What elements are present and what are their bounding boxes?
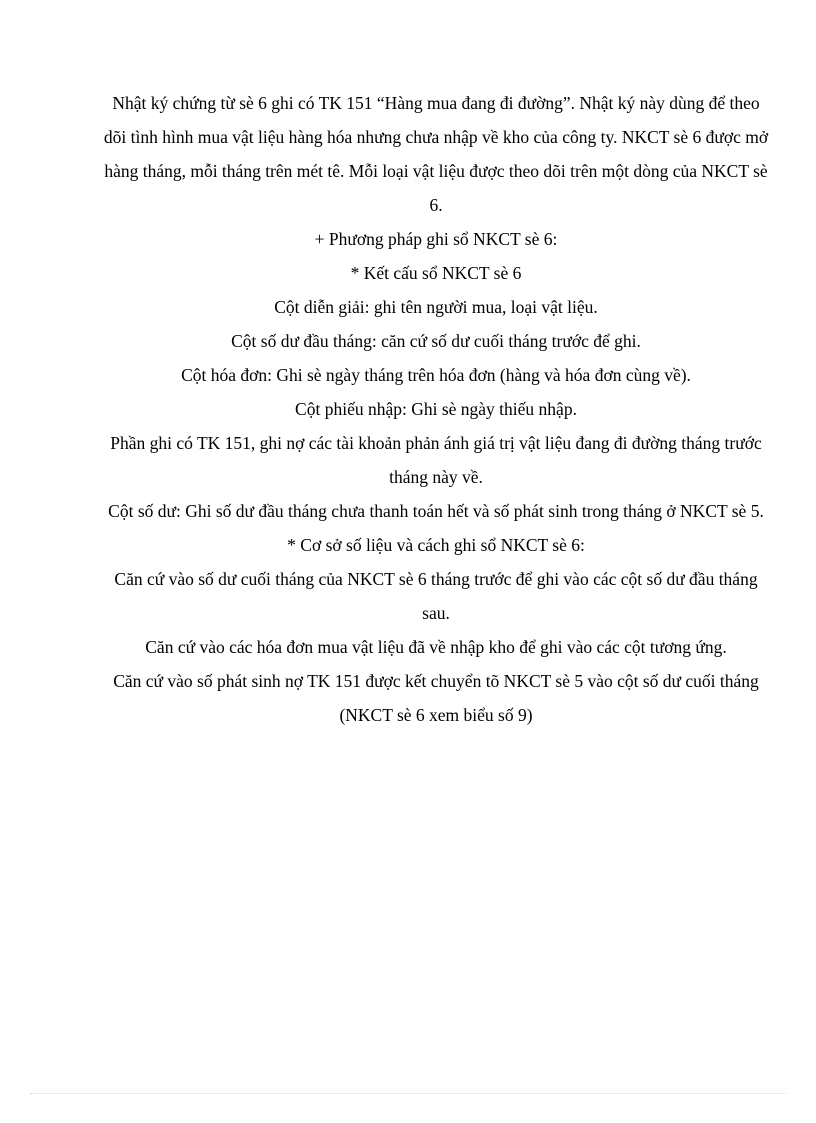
basis-heading: * Cơ sở số liệu và cách ghi sổ NKCT sè 6:	[287, 535, 585, 555]
balance-column-text: Cột số dư: Ghi số dư đầu tháng chưa thanh toán hết và số phát sinh trong tháng ở NKCT sè 5.	[108, 501, 764, 521]
structure-heading: * Kết cấu sổ NKCT sè 6	[350, 263, 522, 283]
invoice-column-text: Cột hóa đơn: Ghi sè ngày tháng trên hóa đơn (hàng và hóa đơn cùng về).	[181, 365, 691, 385]
opening-balance-column-text: Cột số dư đầu tháng: căn cứ số dư cuối tháng trước để ghi.	[231, 331, 641, 351]
basis-paragraph-1: Căn cứ vào số dư cuối tháng của NKCT sè 6 tháng trước để ghi vào các cột số dư đầu tháng sau.	[114, 569, 758, 623]
intro-paragraph: Nhật ký chứng từ sè 6 ghi có TK 151 “Hàng mua đang đi đường”. Nhật ký này dùng để theo dõi tình hình mua vật liệu hàng hóa nhưng chưa nhập về kho của công ty. NKCT sè 6 được mở hàng tháng, mỗi tháng trên mét tê. Mỗi loại vật liệu được theo dõi trên một dòng của NKCT sè 6.	[103, 93, 769, 215]
description-column-text: Cột diễn giải: ghi tên người mua, loại vật liệu.	[274, 297, 598, 317]
receipt-column-text: Cột phiếu nhập: Ghi sè ngày thiếu nhập.	[295, 399, 577, 419]
page-bottom-divider	[30, 1093, 786, 1094]
method-heading: + Phương pháp ghi sổ NKCT sè 6:	[314, 229, 558, 249]
body-text	[100, 86, 772, 732]
credit-section-text: Phần ghi có TK 151, ghi nợ các tài khoản phản ánh giá trị vật liệu đang đi đường tháng trước tháng này về.	[110, 433, 762, 487]
basis-paragraph-2: Căn cứ vào các hóa đơn mua vật liệu đã về nhập kho để ghi vào các cột tương ứng.	[145, 637, 727, 657]
basis-paragraph-3: Căn cứ vào số phát sinh nợ TK 151 được kết chuyển tõ NKCT sè 5 vào cột số dư cuối tháng (NKCT sè 6 xem biểu số 9)	[113, 671, 759, 725]
